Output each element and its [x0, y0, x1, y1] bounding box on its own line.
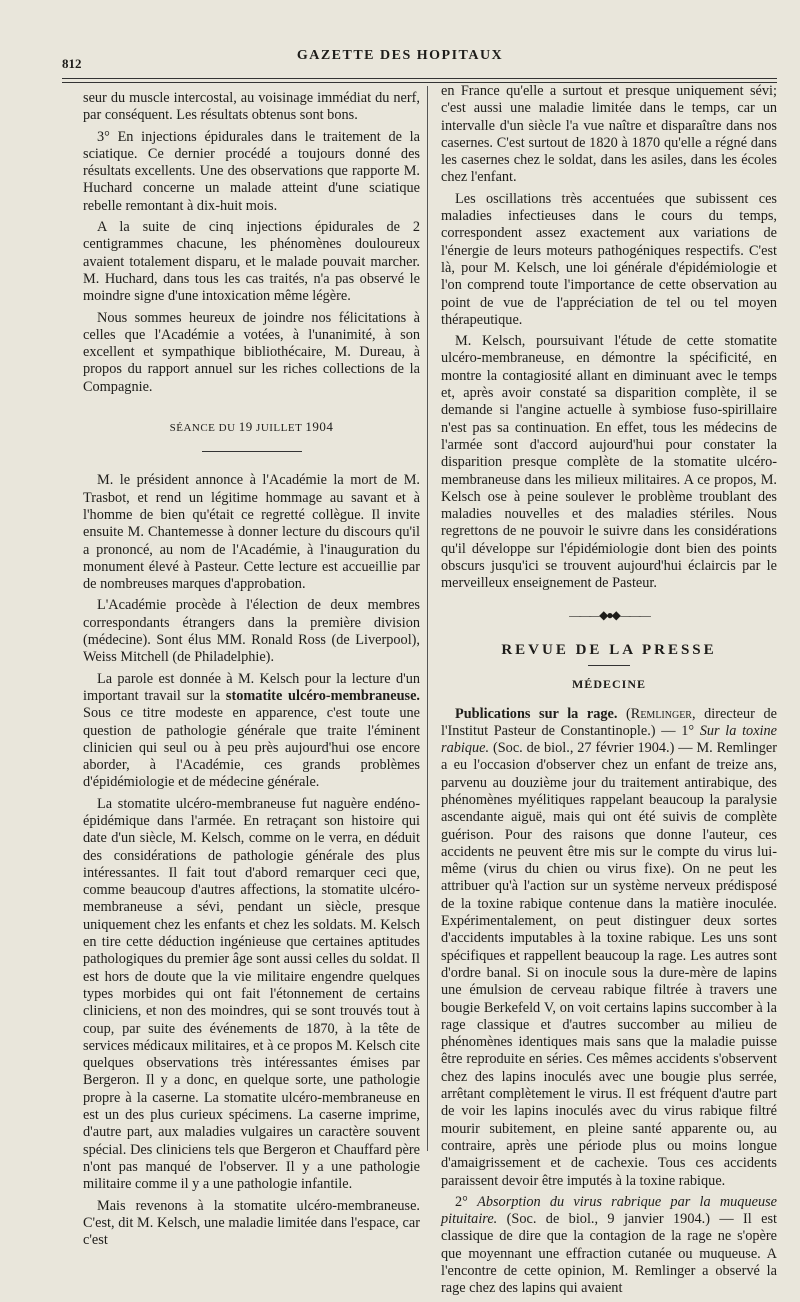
paragraph [441, 706, 777, 1190]
paragraph: Mais revenons à la stomatite ulcéro-membraneuse. C'est, dit M. Kelsch, une maladie limitée dans l'espace, car c'est [83, 1197, 420, 1249]
column-divider [427, 86, 428, 1151]
text-run: , directeur de l'Institut Pasteur de Constantinople.) — 1° [441, 705, 777, 739]
paragraph: La stomatite ulcéro-membraneuse fut naguère endéno-épidémique dans l'armée. En retraçant son histoire qui date d'un siècle, M. Kelsch, comme on le verra, en déduit des considérations de pathologie générale des plus intéressantes. Il fait tout d'abord remarquer ceci que, comme beaucoup d'autres affections, la stomatite ulcéro-membraneuse a sévi, pendant un siècle, presque uniquement chez les enfants et chez les soldats. M. Kelsch en tire cette déduction ingénieuse que certaines aptitudes pathologiques du premier âge sont aussi celles du soldat. Il est hors de doute que la vie militaire engendre quelques types morbides qui ont fait l'étonnement de certains cliniciens, et non des moindres, qui se sont trouvés tout à coup, par suite des événements de 1870, à la tête de services médicaux militaires, et à ce propos M. Kelsch cite quelques observations très intéressantes émises par Bergeron. Il y a donc, en quelque sorte, une pathologie propre à la caserne. La stomatite ulcéro-membraneuse en est un des plus curieux spécimens. La caserne imprime, d'autre part, aux maladies vulgaires un caractère souvent spécial. Des cliniciens tels que Bergeron et Chauffard père n'ont pas manqué de l'observer. Il y a une pathologie militaire comme il y a une pathologie infantile. [83, 795, 420, 1193]
article-title: Publications sur la rage. [455, 705, 618, 722]
section-heading: REVUE DE LA PRESSE [501, 641, 717, 658]
text-run: (Soc. de biol., 27 février 1904.) — M. Remlinger a eu l'occasion d'observer chez un enfant de treize ans, parvenu au douzième jour du traitement antirabique, des phénomènes myélitiques rappelant beaucoup la paralysie ascendante aiguë, mais qui ont été suivis de complète guérison. Pour des raisons que donne l'auteur, ces accidents ne peuvent être mis sur le compte du virus lui-même (virus du chien ou virus fixe). On ne peut les attribuer qu'à l'action sur un système nerveux prédisposé de la toxine rabique contenue dans la matière inoculée. Expérimentalement, on peut distinguer deux sortes d'accidents imputables à la toxine rabique. Les uns sont spécifiques et rappellent beaucoup la rage. Les autres sont d'ordre banal. Si on inocule sous la dure-mère de lapins une émulsion de cerveau rabique filtrée à travers une bougie Berkefeld V, on voit certains lapins succomber à la rage classique et d'autres succomber au milieu de phénomènes identiques mais sans que la maladie puisse être reproduite en séries. Ces mêmes accidents s'observent chez des lapins inoculés avec une bougie plus serrée, arrêtant complètement le virus. Il est fréquent d'autre part de voir les lapins inoculés avec du virus rabique filtré mourir subitement, en pleine santé apparente ou, au contraire, après une période plus ou moins longue d'amaigrissement et de cachexie. Tous ces accidents paraissent devoir être imputés à la toxine rabique. [441, 740, 777, 1189]
session-day: 19 [238, 419, 253, 435]
paragraph: en France qu'elle a surtout et presque uniquement sévi; c'est aussi une maladie limitée dans le temps, car un intervalle d'un siècle l'a vue naître et disparaître dans nos casernes. C'est surtout de 1820 à 1870 qu'elle a régné dans les casernes chez le soldat, dans les asiles, dans les écoles chez l'enfant. [441, 83, 777, 186]
paragraph [441, 1194, 777, 1298]
text-run: La parole est donnée à M. Kelsch pour la lecture d'un important travail sur la [83, 670, 420, 704]
journal-title: GAZETTE DES HOPITAUX [296, 48, 504, 63]
header-rule-top [62, 78, 777, 79]
right-column [441, 83, 777, 1302]
page-number: 812 [62, 56, 82, 71]
topic-title: stomatite ulcéro-membraneuse. [225, 687, 420, 704]
subsection-heading: MÉDECINE [571, 677, 646, 692]
paragraph: M. Kelsch, poursuivant l'étude de cette stomatite ulcéro-membraneuse, en démontre la spécificité, en montre la contagiosité allant en diminuant avec le temps et, après avoir constaté sa disparition complète, il se demande si l'angine actuelle à symbiose fuso-spirillaire n'est pas sa continuation. En effet, tous les médecins de l'armée sont d'accord aujourd'hui pour constater la disparition presque complète de la stomatite ulcéro-membraneuse dans les milieux militaires. A ce propos, M. Kelsch ose à peine soulever le problème troublant des maladies nouvelles et des maladies stériles. Nous regrettons de ne pouvoir le suivre dans les considérations qu'il développe sur l'épidémiologie dont bien des points obscurs jusqu'ici se trouvent aujourd'hui éclaircis par le merveilleux enseignement de Pasteur. [441, 333, 777, 592]
text-run: 2° [455, 1193, 478, 1210]
section-rule [588, 665, 630, 666]
session-rule [202, 451, 302, 452]
text-run: Sous ce titre modeste en apparence, c'est toute une question de pathologie générale que traite l'éminent clinicien qui seul ou à peu près aujourd'hui ose encore aborder, à l'Académie, ces grands problèmes d'épidémiologie et de médecine générale. [83, 705, 420, 791]
paragraph: seur du muscle intercostal, au voisinage immédiat du nerf, par conséquent. Les résultats obtenus sont bons. [83, 90, 420, 124]
paragraph: L'Académie procède à l'élection de deux membres correspondants étrangers dans la première division (médecine). Sont élus MM. Ronald Ross (de Liverpool), Weiss Mitchell (de Philadelphie). [83, 597, 420, 666]
paragraph: A la suite de cinq injections épidurales de 2 centigrammes chacune, les phénomènes douloureux avaient totalement disparu, et le malade pouvait marcher. M. Huchard, dans tous les cas traités, n'a pas observé le moindre signe d'une intoxication même légère. [83, 219, 420, 305]
paragraph: Nous sommes heureux de joindre nos félicitations à celles que l'Académie a votées, à l'unanimité, à son excellent et sympathique bibliothécaire, M. Dureau, à propos du rapport annuel sur les riches collections de la Compagnie. [83, 309, 420, 395]
ornament-divider: ———◆●◆——— [569, 607, 649, 622]
session-heading [83, 418, 420, 452]
author-name: Remlinger [630, 705, 692, 722]
session-prefix: SÉANCE DU [169, 422, 239, 435]
subtitle: Absorption du virus rabrique par la muqueuse pituitaire. [441, 1193, 778, 1228]
session-month: JUILLET [252, 422, 306, 435]
paragraph: M. le président annonce à l'Académie la mort de M. Trasbot, et rend un légitime hommage au savant et à l'homme de bien qu'était ce regretté collègue. Il invite ensuite M. Chantemesse à donner lecture du discours qu'il a prononcé, au nom de l'Académie, à l'inauguration du monument élevé à Pasteur. Cette lecture est accueillie par de nombreuses marques d'approbation. [83, 472, 420, 593]
session-year: 1904 [305, 419, 334, 435]
text-run: ( [617, 705, 631, 722]
paragraph: 3° En injections épidurales dans le traitement de la sciatique. Ce dernier procédé a toujours donné des résultats excellents. Une des observations que rapporte M. Huchard concerne un malade atteint d'une sciatique rebelle remontant à dix-huit mois. [83, 128, 420, 214]
paragraph: Les oscillations très accentuées que subissent ces maladies infectieuses dans le cours du temps, correspondent assez exactement aux variations de l'énergie de leurs moteurs pathogéniques respectifs. C'est là, pour M. Kelsch, une loi générale d'épidémiologie et l'on comprend toute l'importance de cette observation au point de vue de l'appréciation de tel ou tel moyen thérapeutique. [441, 190, 777, 328]
paragraph [83, 671, 420, 792]
subtitle: Sur la toxine rabique. [441, 722, 778, 757]
text-run: (Soc. de biol., 9 janvier 1904.) — Il est classique de dire que la contagion de la rage ne s'opère que moyennant une effraction cutanée ou muqueuse. A l'encontre de cette opinion, M. Remlinger a observé la rage chez des lapins qui avaient [441, 1211, 777, 1297]
left-column [83, 90, 420, 1253]
